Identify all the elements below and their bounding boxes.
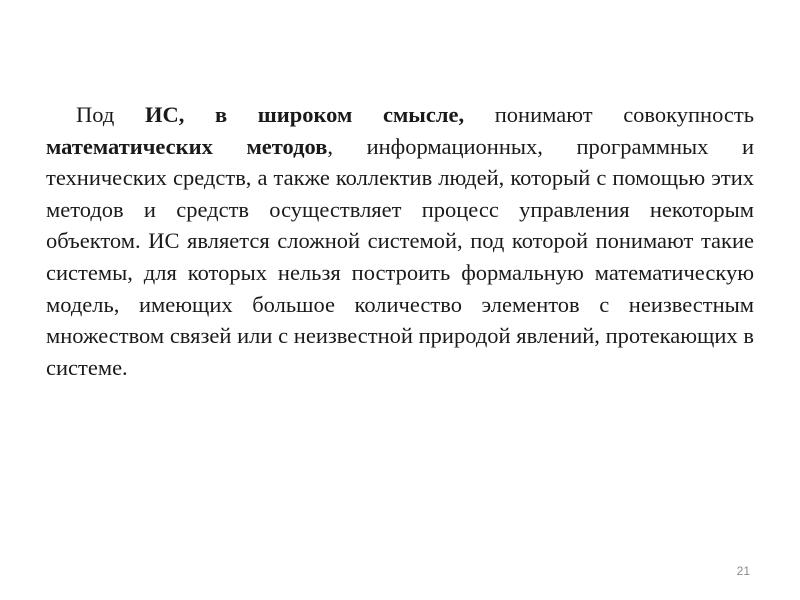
paragraph-text-1: Под (76, 102, 145, 127)
paragraph-text-2: понимают совокупность (464, 102, 754, 127)
body-paragraph (46, 99, 754, 383)
page-number: 21 (736, 564, 750, 578)
paragraph-text-3: , информационных, программных и технических средств, а также коллектив людей, который с помощью этих методов и средств осуществляет процесс управления некоторым объектом. ИС является сложной системой, под которой понимают такие системы, для которых нельзя построить формальную математическую модель, имеющих большое количество элементов с неизвестным множеством связей или с неизвестной природой явлений, протекающих в системе. (46, 133, 754, 380)
term-is-broad-sense: ИС, в широком смысле, (144, 102, 465, 127)
term-math-methods: математических методов (46, 133, 328, 159)
